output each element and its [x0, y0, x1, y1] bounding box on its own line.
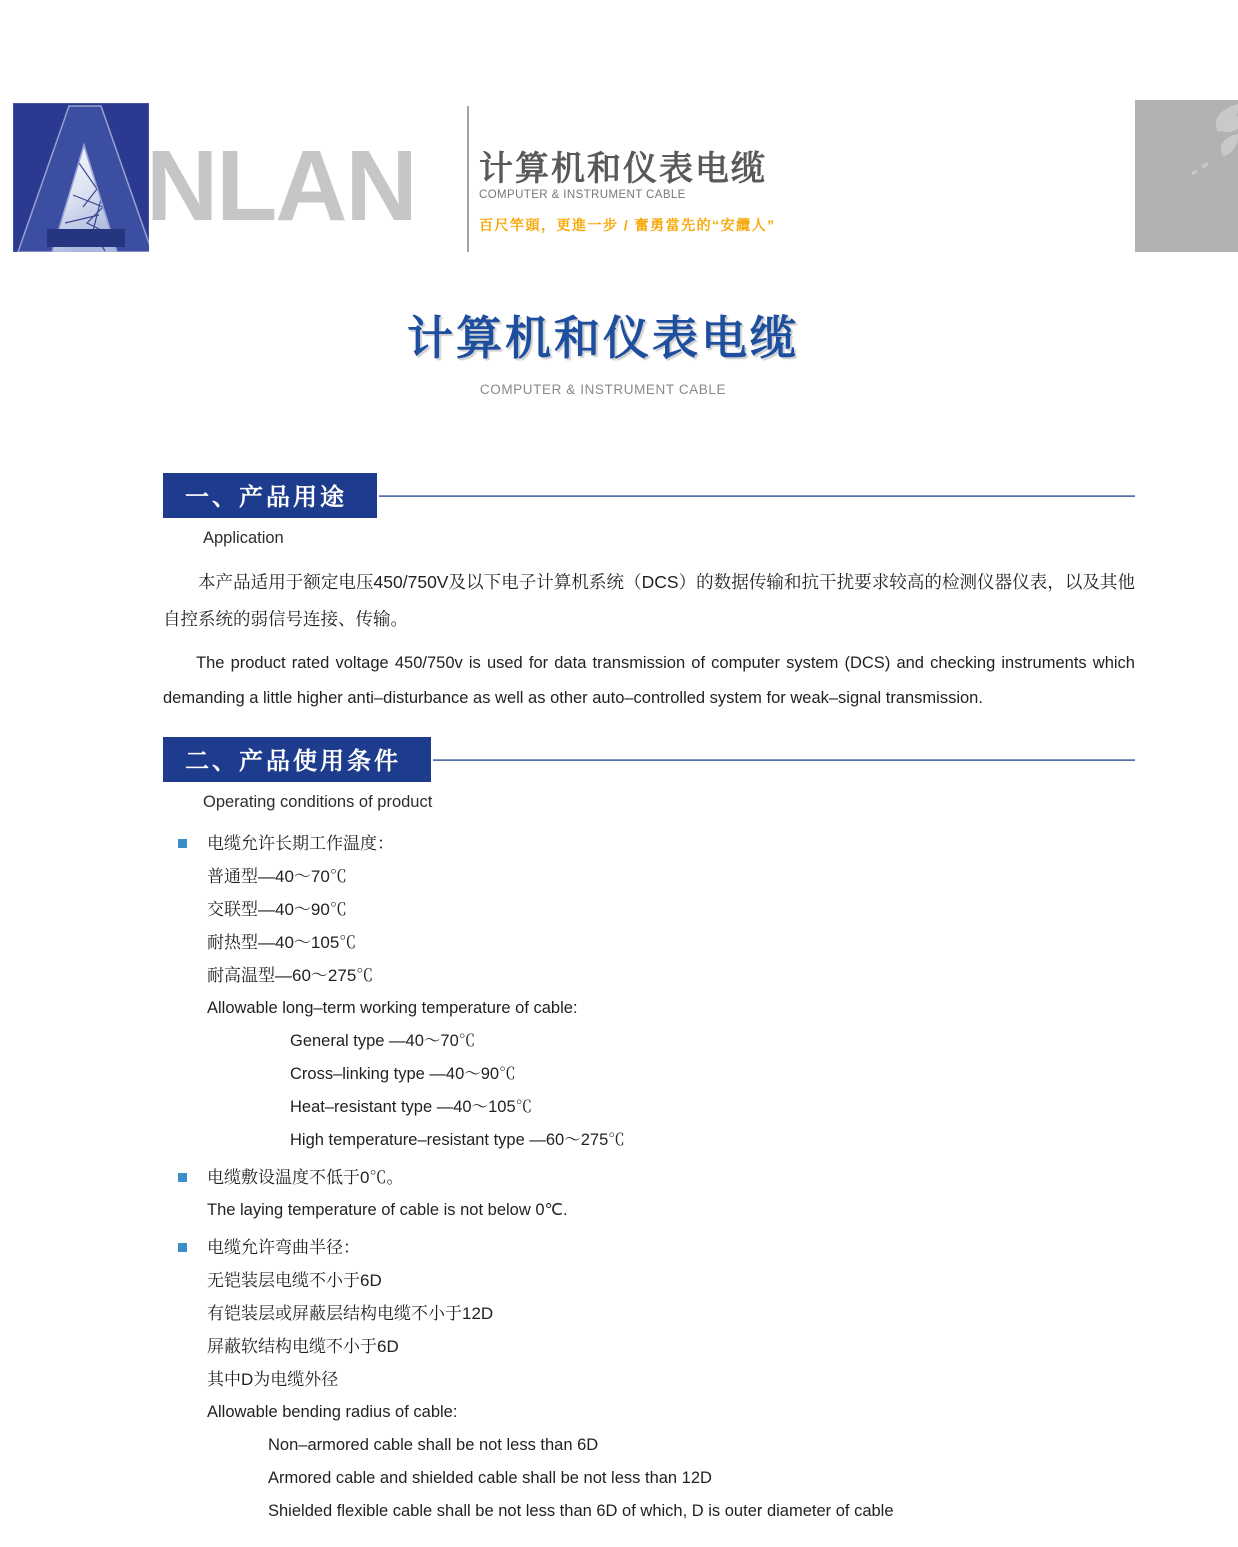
- anlan-logo: [13, 103, 149, 252]
- section-1-rule: [379, 495, 1135, 497]
- temp-line-heat-en: Heat–resistant type —40～105℃: [290, 1098, 533, 1116]
- leaf-icon: [1135, 100, 1238, 252]
- laying-temp-en: The laying temperature of cable is not below 0℃.: [207, 1201, 568, 1219]
- bend-heading-en: Allowable bending radius of cable:: [207, 1403, 458, 1421]
- logo-a-icon: [13, 103, 149, 252]
- header-slogan: 百尺竿頭，更進一步 / 奮勇當先的“安纜人”: [479, 217, 776, 233]
- section-1-header: [163, 473, 1135, 518]
- section-2-header: [163, 737, 1135, 782]
- header-title-block: [479, 150, 776, 235]
- bullet-working-temperature: [163, 827, 1135, 860]
- bullet-title: 电缆允许弯曲半径：: [207, 1238, 360, 1257]
- page-title: 计算机和仪表电缆: [407, 312, 799, 364]
- logo-wordmark: NLAN: [146, 130, 416, 242]
- temp-line-hightemp-en: High temperature–resistant type —60～275℃: [290, 1131, 625, 1149]
- temp-line-heat-cn: 耐热型—40～105℃: [207, 933, 357, 952]
- bullet-square-icon: [178, 1243, 187, 1252]
- bullet-title: 电缆允许长期工作温度：: [207, 834, 394, 853]
- header-divider: [467, 106, 469, 252]
- bend-line-armored-cn: 有铠装层或屏蔽层结构电缆不小于12D: [207, 1304, 494, 1323]
- bullet-square-icon: [178, 1173, 187, 1182]
- bend-line-nonarmored-cn: 无铠装层电缆不小于6D: [207, 1271, 382, 1290]
- temp-line-crosslink-cn: 交联型—40～90℃: [207, 900, 347, 919]
- section-application: [163, 473, 1135, 716]
- bullet-laying-temperature: [163, 1161, 1135, 1194]
- section-1-badge: 一、产品用途: [163, 473, 377, 518]
- bend-line-shielded-cn: 屏蔽软结构电缆不小于6D: [207, 1337, 399, 1356]
- bullet-bending-radius: [163, 1231, 1135, 1264]
- bullet-square-icon: [178, 839, 187, 848]
- header-product-title-cn: 计算机和仪表电缆: [479, 150, 767, 188]
- bend-line-diameter-cn: 其中D为电缆外径: [207, 1370, 339, 1389]
- temp-line-general-en: General type —40～70℃: [290, 1032, 476, 1050]
- page-subtitle: COMPUTER & INSTRUMENT CABLE: [479, 382, 727, 397]
- bend-line-shielded-en: Shielded flexible cable shall be not less than 6D of which, D is outer diameter of cable: [268, 1502, 894, 1520]
- bend-line-armored-en: Armored cable and shielded cable shall be not less than 12D: [268, 1469, 712, 1487]
- bend-line-nonarmored-en: Non–armored cable shall be not less than 6D: [268, 1436, 599, 1454]
- corner-decoration: [1135, 100, 1238, 252]
- temp-line-hightemp-cn: 耐高温型—60～275℃: [207, 966, 374, 985]
- header-product-title-en: COMPUTER & INSTRUMENT CABLE: [479, 189, 686, 201]
- section-2-badge: 二、产品使用条件: [163, 737, 431, 782]
- bullet-title: 电缆敷设温度不低于0℃。: [207, 1168, 404, 1187]
- section-2-heading-en: Operating conditions of product: [203, 793, 433, 811]
- section-operating-conditions: [163, 737, 1135, 1528]
- temp-heading-en: Allowable long–term working temperature of cable:: [207, 999, 578, 1017]
- application-paragraph-cn: 本产品适用于额定电压450/750V及以下电子计算机系统（DCS）的数据传输和抗干扰要求较高的检测仪器仪表，以及其他自控系统的弱信号连接、传输。: [163, 572, 1135, 629]
- page-title-block: [0, 302, 1206, 397]
- temp-line-general-cn: 普通型—40～70℃: [207, 867, 347, 886]
- temp-line-crosslink-en: Cross–linking type —40～90℃: [290, 1065, 516, 1083]
- application-paragraph-en: The product rated voltage 450/750v is used for data transmission of computer system (DCS) and checking instruments which demanding a little higher anti–disturbance as well as other auto–controlled system for weak–signal transmission.: [163, 654, 1135, 707]
- section-1-heading-en: Application: [203, 529, 284, 547]
- section-2-rule: [433, 759, 1135, 761]
